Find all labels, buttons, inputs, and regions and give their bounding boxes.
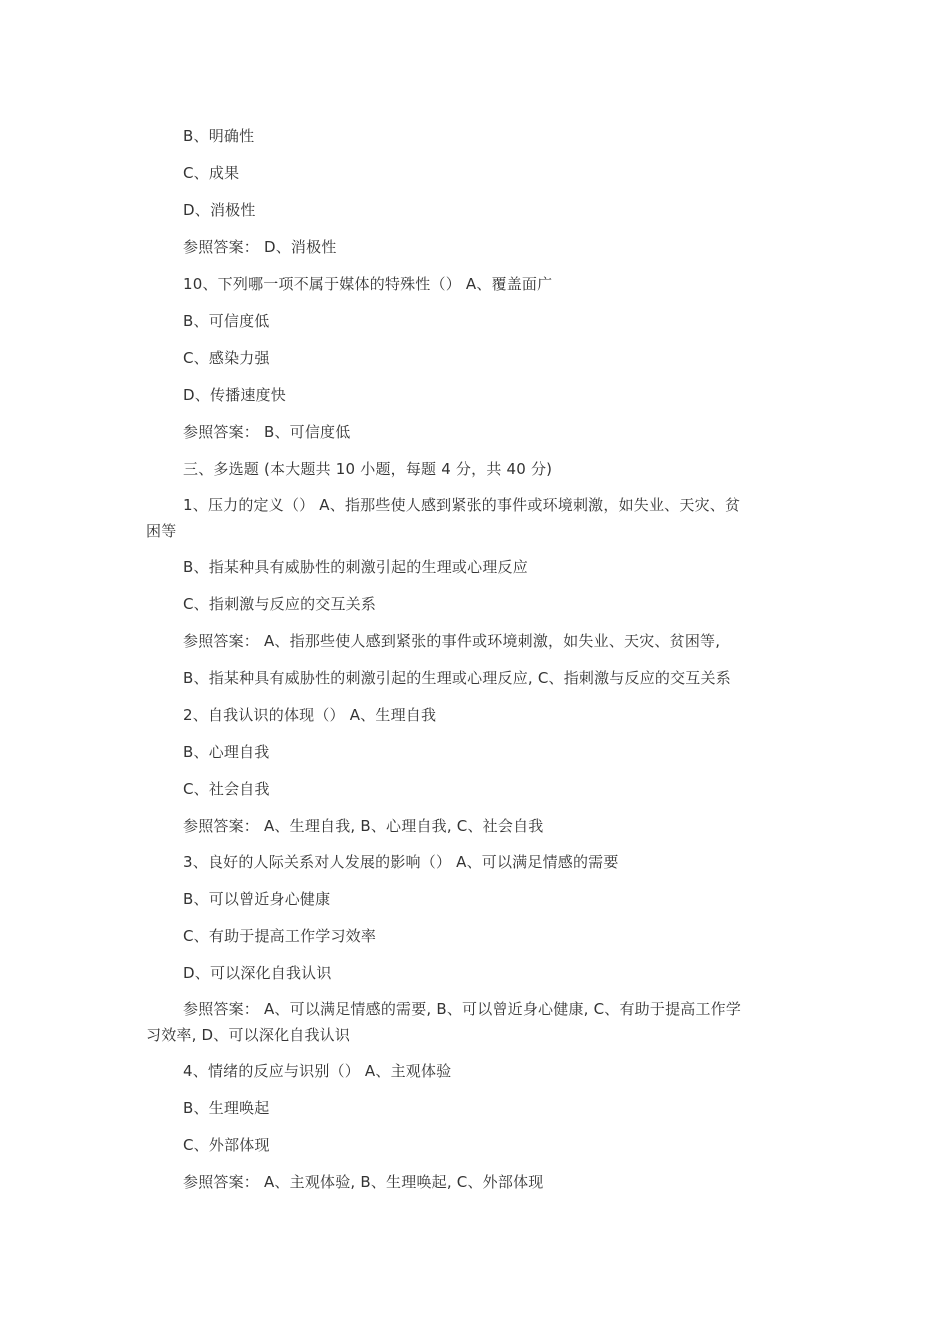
answer-line: 参照答案： A、主观体验, B、生理唤起, C、外部体现 [183,1173,544,1191]
question-line: 3、良好的人际关系对人发展的影响（） A、可以满足情感的需要 [183,853,619,871]
option-line: C、成果 [183,164,240,182]
question-line: 2、自我认识的体现（） A、生理自我 [183,706,437,724]
question-line: 4、情绪的反应与识别（） A、主观体验 [183,1062,452,1080]
answer-line: 参照答案： A、生理自我, B、心理自我, C、社会自我 [183,817,544,835]
option-line: C、外部体现 [183,1136,270,1154]
option-line: B、明确性 [183,127,255,145]
answer-line-continued: B、指某种具有威胁性的刺激引起的生理或心理反应, C、指刺激与反应的交互关系 [183,669,731,687]
option-line: C、社会自我 [183,780,270,798]
answer-line: 参照答案： B、可信度低 [183,423,351,441]
question-paragraph [146,492,806,544]
answer-line: 参照答案： A、可以满足情感的需要, B、可以曾近身心健康, C、有助于提高工作学 [183,1000,742,1018]
option-line: D、可以深化自我认识 [183,964,332,982]
option-line: B、生理唤起 [183,1099,270,1117]
option-line: D、消极性 [183,201,256,219]
option-line: C、有助于提高工作学习效率 [183,927,377,945]
section-heading: 三、多选题 (本大题共 10 小题，每题 4 分，共 40 分) [183,460,553,478]
answer-paragraph [146,996,806,1048]
answer-line: 参照答案： D、消极性 [183,238,337,256]
question-line: 10、下列哪一项不属于媒体的特殊性（） A、覆盖面广 [183,275,553,293]
option-line: B、可信度低 [183,312,270,330]
option-line: B、指某种具有威胁性的刺激引起的生理或心理反应 [183,558,528,576]
option-line: B、可以曾近身心健康 [183,890,331,908]
answer-line-continued: 习效率, D、可以深化自我认识 [146,1026,351,1044]
option-line: C、感染力强 [183,349,270,367]
question-line: 1、压力的定义（） A、指那些使人感到紧张的事件或环境刺激，如失业、天灾、贫 [183,496,741,514]
option-line: D、传播速度快 [183,386,286,404]
answer-line: 参照答案： A、指那些使人感到紧张的事件或环境刺激，如失业、天灾、贫困等, [183,632,721,650]
option-line: C、指刺激与反应的交互关系 [183,595,377,613]
option-line: B、心理自我 [183,743,270,761]
question-line-continued: 困等 [146,522,177,540]
